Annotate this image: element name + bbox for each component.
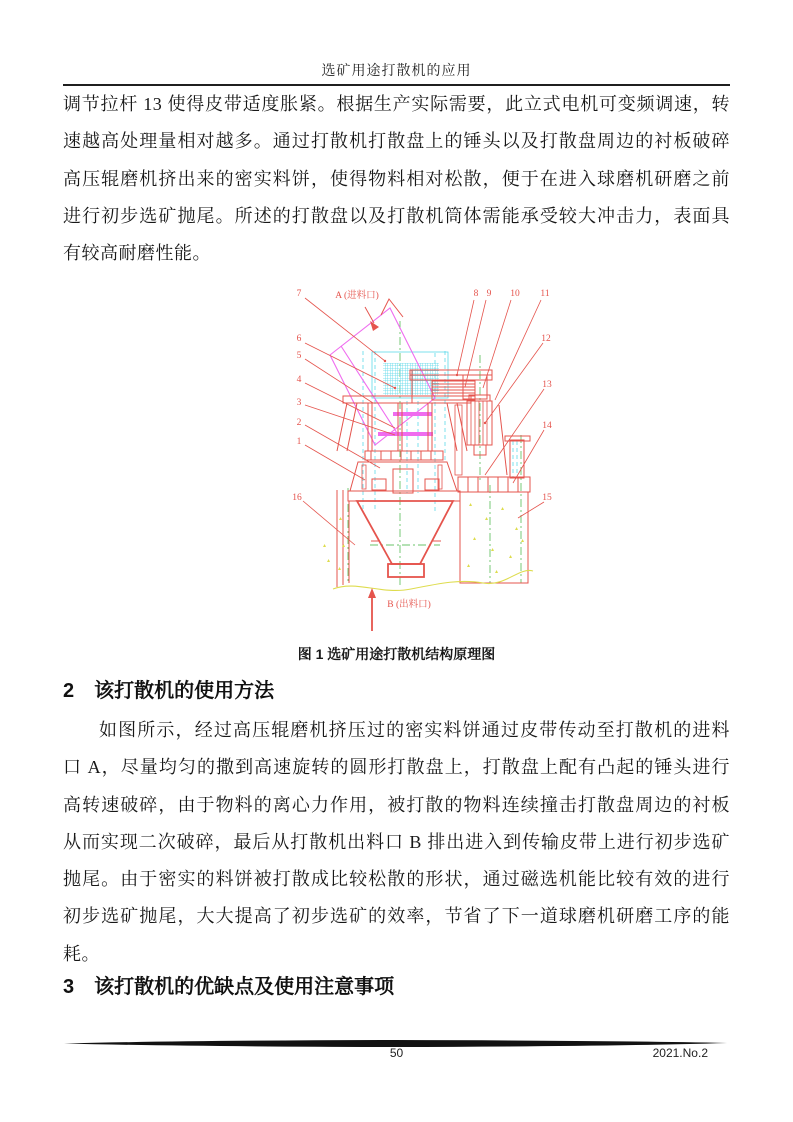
footer-rule xyxy=(63,1035,728,1044)
figure-label: 1 xyxy=(296,437,302,447)
figure-caption: 图 1 选矿用途打散机结构原理图 xyxy=(297,646,496,662)
figure-1 xyxy=(285,283,565,635)
body-line: 进行初步选矿抛尾。所述的打散盘以及打散机筒体需能承受较大冲击力，表面具 xyxy=(63,205,730,226)
figure-label: 14 xyxy=(542,421,552,431)
figure-label: 6 xyxy=(296,334,302,344)
figure-label: 5 xyxy=(296,351,302,361)
figure-label: 12 xyxy=(541,334,551,344)
figure-label: B (出料口) xyxy=(387,600,431,610)
paragraph-1 xyxy=(63,86,730,272)
paragraph-2 xyxy=(63,712,730,973)
figure-label: 13 xyxy=(542,380,552,390)
figure-label: 9 xyxy=(486,289,492,299)
body-line: 口 A，尽量均匀的撒到高速旋转的圆形打散盘上，打散盘上配有凸起的锤头进行 xyxy=(63,757,730,778)
figure-label: 4 xyxy=(296,375,302,385)
figure-label: 2 xyxy=(296,418,302,428)
body-line: 有较高耐磨性能。 xyxy=(63,243,211,264)
issue-label: 2021.No.2 xyxy=(652,1046,708,1060)
body-line: 调节拉杆 13 使得皮带适度胀紧。根据生产实际需要，此立式电机可变频调速，转 xyxy=(63,94,730,114)
body-line: 高压辊磨机挤出来的密实料饼，使得物料相对松散，便于在进入球磨机研磨之前 xyxy=(63,168,730,189)
figure-label: 3 xyxy=(296,398,302,408)
body-line: 耗。 xyxy=(63,943,100,964)
section-3-heading xyxy=(63,970,730,999)
section-3-title: 该打散机的优缺点及使用注意事项 xyxy=(94,976,395,998)
page-number: 50 xyxy=(389,1046,404,1060)
section-2-heading xyxy=(63,674,730,703)
body-line: 高转速破碎，由于物料的离心力作用，被打散的物料连续撞击打散盘周边的衬板 xyxy=(63,794,730,815)
figure-label: A (进料口) xyxy=(335,291,379,301)
figure-label: 11 xyxy=(540,289,550,299)
body-line: 从而实现二次破碎，最后从打散机出料口 B 排出进入到传输皮带上进行初步选矿 xyxy=(63,831,730,852)
body-line: 如图所示，经过高压辊磨机挤压过的密实料饼通过皮带传动至打散机的进料 xyxy=(99,720,730,740)
figure-label: 15 xyxy=(542,493,552,503)
section-2-title: 该打散机的使用方法 xyxy=(94,680,275,702)
figure-label: 7 xyxy=(296,289,302,299)
figure-label: 16 xyxy=(292,493,302,503)
figure-callouts xyxy=(285,283,565,635)
figure-label: 10 xyxy=(510,289,520,299)
body-line: 初步选矿抛尾，大大提高了初步选矿的效率，节省了下一道球磨机研磨工序的能 xyxy=(63,906,730,927)
section-2-number: 2 xyxy=(63,680,75,702)
body-line: 抛尾。由于密实的料饼被打散成比较松散的形状，通过磁选机能比较有效的进行 xyxy=(63,869,730,890)
figure-label: 8 xyxy=(473,289,479,299)
section-3-number: 3 xyxy=(63,976,75,998)
body-line: 速越高处理量相对越多。通过打散机打散盘上的锤头以及打散盘周边的衬板破碎 xyxy=(63,131,730,152)
running-head: 选矿用途打散机的应用 xyxy=(321,64,472,79)
